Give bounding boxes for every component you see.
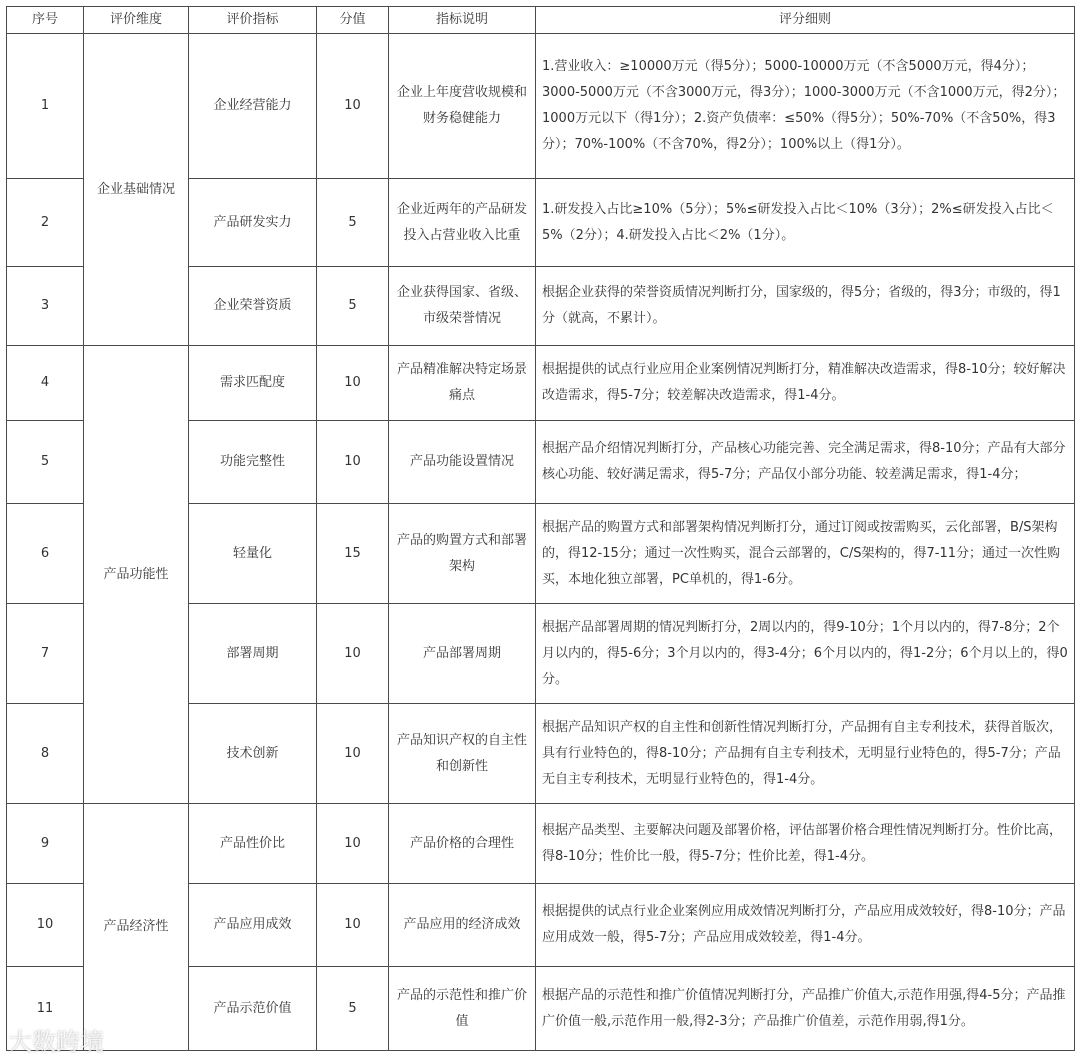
table-row: [7, 804, 1075, 884]
header-desc: 指标说明: [389, 7, 536, 34]
row-score: 10: [317, 604, 389, 704]
row-indicator: 产品研发实力: [189, 179, 317, 267]
table-row: [7, 346, 1075, 421]
scoring-table: [6, 6, 1075, 1051]
row-score: 10: [317, 884, 389, 967]
row-score: 5: [317, 179, 389, 267]
row-indicator: 企业经营能力: [189, 34, 317, 179]
row-dimension: 产品功能性: [84, 346, 189, 804]
header-dimension: 评价维度: [84, 7, 189, 34]
row-detail: 根据产品介绍情况判断打分，产品核心功能完善、完全满足需求，得8-10分；产品有大部分核心功能、较好满足需求，得5-7分；产品仅小部分功能、较差满足需求，得1-4分；: [536, 421, 1075, 504]
row-desc: 产品部署周期: [389, 604, 536, 704]
row-score: 10: [317, 804, 389, 884]
row-no: 3: [7, 267, 84, 346]
row-detail: 根据产品部署周期的情况判断打分，2周以内的，得9-10分；1个月以内的，得7-8分；2个月以内的，得5-6分；3个月以内的，得3-4分；6个月以内的，得1-2分；6个月以上的，得0分。: [536, 604, 1075, 704]
row-desc: 产品的示范性和推广价值: [389, 967, 536, 1051]
row-indicator: 部署周期: [189, 604, 317, 704]
row-desc: 产品功能设置情况: [389, 421, 536, 504]
row-detail: 1.营业收入：≥10000万元（得5分）；5000-10000万元（不含5000万元，得4分）；3000-5000万元（不含3000万元，得3分）；1000-3000万元（不含1000万元，得2分）；1000万元以下（得1分）；2.资产负债率：≤50%（得5分）；50%-70%（不含50%，得3分）；70%-100%（不含70%，得2分）；100%以上（得1分）。: [536, 34, 1075, 179]
row-desc: 企业上年度营收规模和财务稳健能力: [389, 34, 536, 179]
header-score: 分值: [317, 7, 389, 34]
row-score: 10: [317, 421, 389, 504]
row-score: 15: [317, 504, 389, 604]
header-detail: 评分细则: [536, 7, 1075, 34]
row-dimension: 产品经济性: [84, 804, 189, 1051]
row-detail: 根据提供的试点行业应用企业案例情况判断打分，精准解决改造需求，得8-10分；较好解决改造需求，得5-7分；较差解决改造需求，得1-4分。: [536, 346, 1075, 421]
row-dimension: 企业基础情况: [84, 34, 189, 346]
row-indicator: 轻量化: [189, 504, 317, 604]
row-no: 8: [7, 704, 84, 804]
row-score: 10: [317, 704, 389, 804]
row-indicator: 需求匹配度: [189, 346, 317, 421]
row-desc: 企业近两年的产品研发投入占营业收入比重: [389, 179, 536, 267]
row-indicator: 功能完整性: [189, 421, 317, 504]
row-indicator: 产品示范价值: [189, 967, 317, 1051]
header-indicator: 评价指标: [189, 7, 317, 34]
row-detail: 根据产品的购置方式和部署架构情况判断打分，通过订阅或按需购买，云化部署，B/S架构的，得12-15分；通过一次性购买，混合云部署的，C/S架构的，得7-11分；通过一次性购买，本地化独立部署，PC单机的，得1-6分。: [536, 504, 1075, 604]
row-score: 5: [317, 967, 389, 1051]
row-no: 4: [7, 346, 84, 421]
row-indicator: 技术创新: [189, 704, 317, 804]
row-detail: 1.研发投入占比≥10%（5分）；5%≤研发投入占比＜10%（3分）；2%≤研发投入占比＜5%（2分）；4.研发投入占比＜2%（1分）。: [536, 179, 1075, 267]
row-no: 7: [7, 604, 84, 704]
row-detail: 根据产品知识产权的自主性和创新性情况判断打分，产品拥有自主专利技术，获得首版次，具有行业特色的，得8-10分；产品拥有自主专利技术，无明显行业特色的，得5-7分；产品无自主专利技术，无明显行业特色的，得1-4分。: [536, 704, 1075, 804]
row-detail: 根据企业获得的荣誉资质情况判断打分，国家级的，得5分；省级的，得3分；市级的，得1分（就高，不累计）。: [536, 267, 1075, 346]
row-no: 1: [7, 34, 84, 179]
row-detail: 根据产品类型、主要解决问题及部署价格，评估部署价格合理性情况判断打分。性价比高，得8-10分；性价比一般，得5-7分；性价比差，得1-4分。: [536, 804, 1075, 884]
row-desc: 产品精准解决特定场景痛点: [389, 346, 536, 421]
row-no: 9: [7, 804, 84, 884]
header-no: 序号: [7, 7, 84, 34]
row-desc: 产品知识产权的自主性和创新性: [389, 704, 536, 804]
row-desc: 企业获得国家、省级、市级荣誉情况: [389, 267, 536, 346]
row-indicator: 企业荣誉资质: [189, 267, 317, 346]
row-score: 10: [317, 346, 389, 421]
row-score: 5: [317, 267, 389, 346]
row-score: 10: [317, 34, 389, 179]
row-indicator: 产品性价比: [189, 804, 317, 884]
row-desc: 产品价格的合理性: [389, 804, 536, 884]
row-indicator: 产品应用成效: [189, 884, 317, 967]
row-desc: 产品的购置方式和部署架构: [389, 504, 536, 604]
header-row: [7, 7, 1075, 34]
row-detail: 根据提供的试点行业企业案例应用成效情况判断打分，产品应用成效较好，得8-10分；产品应用成效一般，得5-7分；产品应用成效较差，得1-4分。: [536, 884, 1075, 967]
row-no: 5: [7, 421, 84, 504]
watermark-logo: [8, 1022, 104, 1057]
row-no: 11: [7, 967, 84, 1051]
row-no: 2: [7, 179, 84, 267]
row-desc: 产品应用的经济成效: [389, 884, 536, 967]
row-no: 6: [7, 504, 84, 604]
row-no: 10: [7, 884, 84, 967]
row-detail: 根据产品的示范性和推广价值情况判断打分，产品推广价值大,示范作用强,得4-5分；产品推广价值一般,示范作用一般,得2-3分；产品推广价值差，示范作用弱,得1分。: [536, 967, 1075, 1051]
watermark-text: 大数跨境: [8, 1028, 104, 1056]
table-row: [7, 34, 1075, 179]
